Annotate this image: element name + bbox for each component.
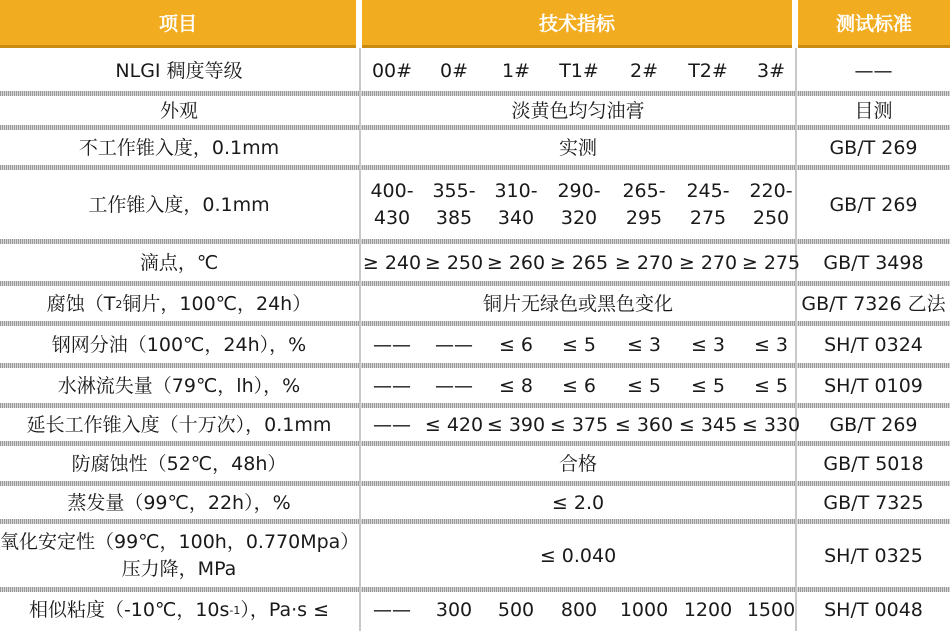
- grade-value: ≤ 3: [690, 333, 726, 356]
- grade-value-line: 430: [373, 207, 411, 229]
- grade-value-line: 400-: [370, 180, 414, 202]
- grade-value: 0#: [439, 59, 468, 82]
- method-cell: GB/T 269: [829, 413, 918, 436]
- grade-value: ≥ 270: [614, 251, 674, 274]
- grade-value: ——: [373, 333, 411, 356]
- grade-value: ≤ 5: [626, 374, 662, 397]
- spec-value: ≤ 0.040: [539, 544, 617, 567]
- header-method: 测试标准: [798, 0, 950, 48]
- grade-value: ≤ 345: [678, 413, 738, 436]
- grade-value: 1#: [501, 59, 530, 82]
- grade-value: ≤ 5: [753, 374, 789, 397]
- item-cell: 外观: [159, 99, 198, 122]
- item-cell: NLGI 稠度等级: [115, 59, 243, 82]
- method-cell: 目测: [854, 99, 893, 122]
- method-cell: GB/T 5018: [823, 452, 924, 475]
- item-cell: 防腐蚀性（52℃，48h）: [71, 452, 287, 475]
- grade-value: ≥ 250: [424, 251, 484, 274]
- item-superscript: -1: [229, 604, 241, 617]
- grade-value: ≤ 360: [614, 413, 674, 436]
- grade-value: ≤ 5: [690, 374, 726, 397]
- grade-value: ≤ 3: [753, 333, 789, 356]
- header-spec: 技术指标: [362, 0, 792, 48]
- grade-value: 1500: [746, 599, 796, 621]
- method-cell: GB/T 3498: [823, 251, 924, 274]
- grade-value: ≥ 265: [549, 251, 609, 274]
- item-cell: [0, 524, 358, 588]
- method-cell: SH/T 0325: [824, 544, 923, 567]
- spec-value: ≤ 2.0: [551, 491, 605, 514]
- grade-value: T2#: [688, 59, 728, 82]
- item-cell: [0, 592, 358, 629]
- method-cell: GB/T 269: [829, 193, 918, 216]
- grade-value: ≥ 240: [362, 251, 422, 274]
- grade-value: 500: [497, 599, 535, 621]
- item-cell: 水淋流失量（79℃，lh），%: [57, 374, 301, 397]
- grade-value: ——: [435, 333, 473, 356]
- grade-value-line: 385: [435, 207, 473, 229]
- grade-value: ≥ 260: [486, 251, 546, 274]
- grade-value-line: 340: [497, 207, 535, 229]
- grade-value: ≤ 375: [549, 413, 609, 436]
- grade-value: 1000: [619, 599, 669, 621]
- grade-value: ——: [435, 374, 473, 397]
- item-text: 腐蚀（T: [46, 292, 116, 315]
- spec-value: 合格: [558, 452, 597, 475]
- item-cell: 不工作锥入度，0.1mm: [78, 136, 280, 159]
- item-cell: 滴点，℃: [139, 251, 219, 274]
- grade-value: 300: [435, 599, 473, 621]
- grade-value: [613, 170, 675, 240]
- method-cell: SH/T 0109: [824, 374, 923, 397]
- grade-value-line: 275: [689, 207, 727, 229]
- grade-value: 3#: [756, 59, 785, 82]
- grade-value: ——: [373, 374, 411, 397]
- grade-value: ≤ 390: [486, 413, 546, 436]
- spec-value: 实测: [558, 136, 597, 159]
- grade-value: ≤ 5: [561, 333, 597, 356]
- grade-value: ≤ 6: [561, 374, 597, 397]
- grade-value: [485, 170, 547, 240]
- item-line: 压力降，MPa: [121, 558, 237, 580]
- grade-value: [677, 170, 739, 240]
- grade-value: [361, 170, 423, 240]
- grade-value-line: 265-: [622, 180, 666, 202]
- item-cell: 蒸发量（99℃，22h），%: [67, 491, 291, 514]
- spec-value: 铜片无绿色或黑色变化: [482, 292, 673, 315]
- grade-value-line: 250: [752, 207, 790, 229]
- grade-value-line: 295: [625, 207, 663, 229]
- grade-value-line: 245-: [686, 180, 730, 202]
- grade-value: 2#: [629, 59, 658, 82]
- grade-value: ——: [373, 413, 411, 436]
- grade-value-line: 320: [560, 207, 598, 229]
- item-cell: 钢网分油（100℃，24h），%: [51, 333, 307, 356]
- grade-value: ≤ 3: [626, 333, 662, 356]
- grade-value-line: 290-: [557, 180, 601, 202]
- method-cell: ——: [854, 59, 893, 82]
- method-cell: SH/T 0048: [824, 599, 923, 621]
- grade-value: ≤ 6: [498, 333, 534, 356]
- method-cell: GB/T 269: [829, 136, 918, 159]
- method-cell: SH/T 0324: [824, 333, 923, 356]
- item-line: 氧化安定性（99℃，100h，0.770Mpa）: [0, 531, 360, 553]
- method-cell: GB/T 7326 乙法: [801, 292, 946, 315]
- item-subscript: 2: [115, 297, 123, 311]
- grade-value: ≥ 270: [678, 251, 738, 274]
- grade-value: T1#: [559, 59, 599, 82]
- grade-value-line: 310-: [494, 180, 538, 202]
- item-cell: 工作锥入度，0.1mm: [88, 193, 270, 216]
- grade-value: [548, 170, 610, 240]
- grade-value: ≤ 330: [741, 413, 801, 436]
- item-text: 相似粘度（-10℃，10s: [28, 599, 230, 621]
- grade-value-line: 220-: [749, 180, 793, 202]
- item-cell: [0, 286, 358, 322]
- grade-value: ≥ 275: [741, 251, 801, 274]
- grade-value: ——: [373, 599, 411, 621]
- grade-value: ≤ 8: [498, 374, 534, 397]
- grade-value: ≤ 420: [424, 413, 484, 436]
- item-cell: 延长工作锥入度（十万次），0.1mm: [26, 413, 332, 436]
- grade-value: [740, 170, 802, 240]
- grade-value-line: 355-: [432, 180, 476, 202]
- grade-value: 800: [560, 599, 598, 621]
- grade-value: [423, 170, 485, 240]
- grade-value: 1200: [683, 599, 733, 621]
- header-item: 项目: [0, 0, 356, 48]
- item-text: ），Pa·s ≤: [240, 599, 330, 621]
- item-text: 铜片，100℃，24h）: [122, 292, 312, 315]
- grade-value: 00#: [371, 59, 413, 82]
- spec-value: 淡黄色均匀油膏: [511, 99, 645, 122]
- method-cell: GB/T 7325: [823, 491, 924, 514]
